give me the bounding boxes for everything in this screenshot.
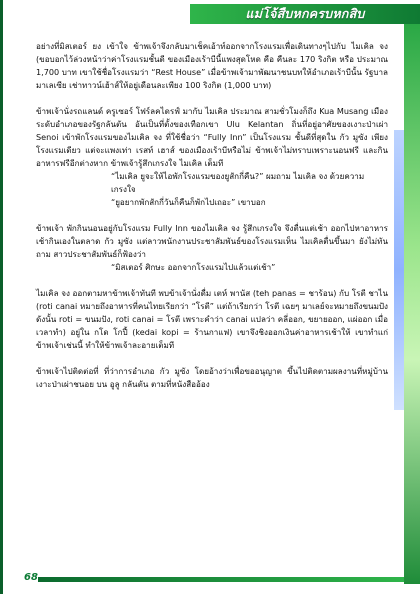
left-edge-bar — [0, 0, 3, 594]
article-body — [36, 40, 388, 391]
quote-answer: “ยูอยากพักสักกี่วันก็คืนก็พักไปเถอะ” เขาบอก — [111, 197, 266, 207]
page-number: 68 — [24, 572, 38, 583]
page-header-title: แม่โจ้สืบหกครบหกสิบ — [245, 6, 365, 21]
paragraph-gap — [36, 274, 388, 287]
paragraph-1: อย่างที่มิสเตอร์ ยง เข้าใจ ข้าพเจ้าจึงกลับมาเช็คเอ้าท์ออกจากโรงแรมเพื่อเดินทางๆไปกับ ไมเคิล จง (ขอบอกไว้ล่วงหน้าว่าค่าโรงแรมชั้นดี ของเมืองเร้าบีนี้แพงสุดโหด คือ คืนละ 170 ริงกิต หรือ ประมาณ 1,700 บาท เขาใช้ชื่อโรงแรมว่า “Rest House” เมื่อข้าพเจ้ามาพัฒนาชนบทให้อำเภอเร้าบีนั้น รัฐบาลมาเลเซีย เช่าทาวน์เฮ้าส์ให้อยู่เดือนละเพียง 100 ริงกิต (1,000 บาท) — [36, 41, 388, 90]
paragraph-2: ข้าพเจ้านั่งรถแลนด์ ครูเซอร์ โฟร์ลคไดรฟ์ มากับ ไมเคิล ประมาณ สามชั่วโมงก็ถึง Kua Musang เมืองระดับอำเภอของรัฐกลันตัน อันเป็นที่ตั้งของเทือกเขา Ulu Kelantan ถิ่นที่อยู่อาศัยของเงาะป่าเผ่า Senoi เข้าพักโรงแรมของไมเคิล จง ที่ใช้ชื่อว่า “Fully Inn” เป็นโรงแรม ชั้นดีที่สุดใน กัว มูซัง เพียงโรงแรมเดียว แต่จะแพงเท่า เรสท์ เฮาส์ ของเมืองเร้าบีหรือไม่ ข้าพเจ้าไม่ทราบเพราะนอนฟรี และกินอาหารฟรีอีกต่างหาก ข้าพเจ้ารู้สึกเกรงใจ ไมเคิล เต็มที — [36, 106, 388, 168]
paragraph-5: ข้าพเจ้าไปติดต่อที่ ที่ว่าการอำเภอ กัว มูซัง โดยอ้างว่าเพื่อขออนุญาต ขึ้นไปติดตามผลงานที่หมู่บ้านเงาะป่าเผ่าชนอย บน อูลู กลันตัน ตามที่หนังสืออ้อง — [36, 366, 388, 389]
side-green-panel — [404, 24, 420, 584]
paragraph-gap — [36, 352, 388, 365]
side-blue-panel — [394, 130, 404, 410]
paragraph-4: ไมเคิล จง ออกตามหาข้าพเจ้าทันที พบข้าเจ้านั่งดื่ม เตห์ พานัส (teh panas = ชาร้อน) กับ โรตี ชาไน (roti canai หมายถึงอาหารที่คนไทยเรียกว่า “โรตี” แต่ถ้าเรียกว่า โรตี เฉยๆ มาเลย์จะหมายถึงขนมปัง ดังนั้น roti = ขนมปัง, roti canai = โรตี เพราะคำว่า canai แปลว่า คลี่ออก, ขยายออก, แผ่ออก เมื่อเวลาทำ) อยู่ใน กโด โกปี้ (kedai kopi = ร้านกาแฟ) เขาจึงชิงออกเงินค่าอาหารเช้าให้ เขาทำแก่ข้าพเจ้าเช่นนี้ ทำให้ข้าพเจ้าละอายเต็มที — [36, 288, 388, 350]
footer-bar — [38, 577, 404, 582]
header-band — [190, 4, 420, 24]
paragraph-gap — [36, 92, 388, 105]
quote-question: “ไมเคิล ยูจะให้ไอพักโรงแรมของยูสักกี่คืน?” ผมถาม ไมเคิล จง ด้วยความเกรงใจ — [111, 171, 365, 194]
paragraph-gap — [36, 209, 388, 222]
quote-report: “มิสเตอร์ ศิกษะ ออกจากโรงแรมไปแล้วแต่เช้า” — [111, 262, 276, 272]
paragraph-3: ข้าพเจ้า พักกินนอนอยู่กับโรงแรม Fully Inn ของไมเคิล จง รู้สึกเกรงใจ จึงตื่นแต่เช้า ออกไปหาอาหารเช้ากินเองในตลาด กัว มูซัง แต่ลาวพนักงานประชาสัมพันธ์ของโรงแรมเห็น ไมเคิลตื่นขึ้นมา ยังไม่ทันถาม สาวประชาสัมพันธ์ก็ฟ้องว่า — [36, 223, 388, 259]
